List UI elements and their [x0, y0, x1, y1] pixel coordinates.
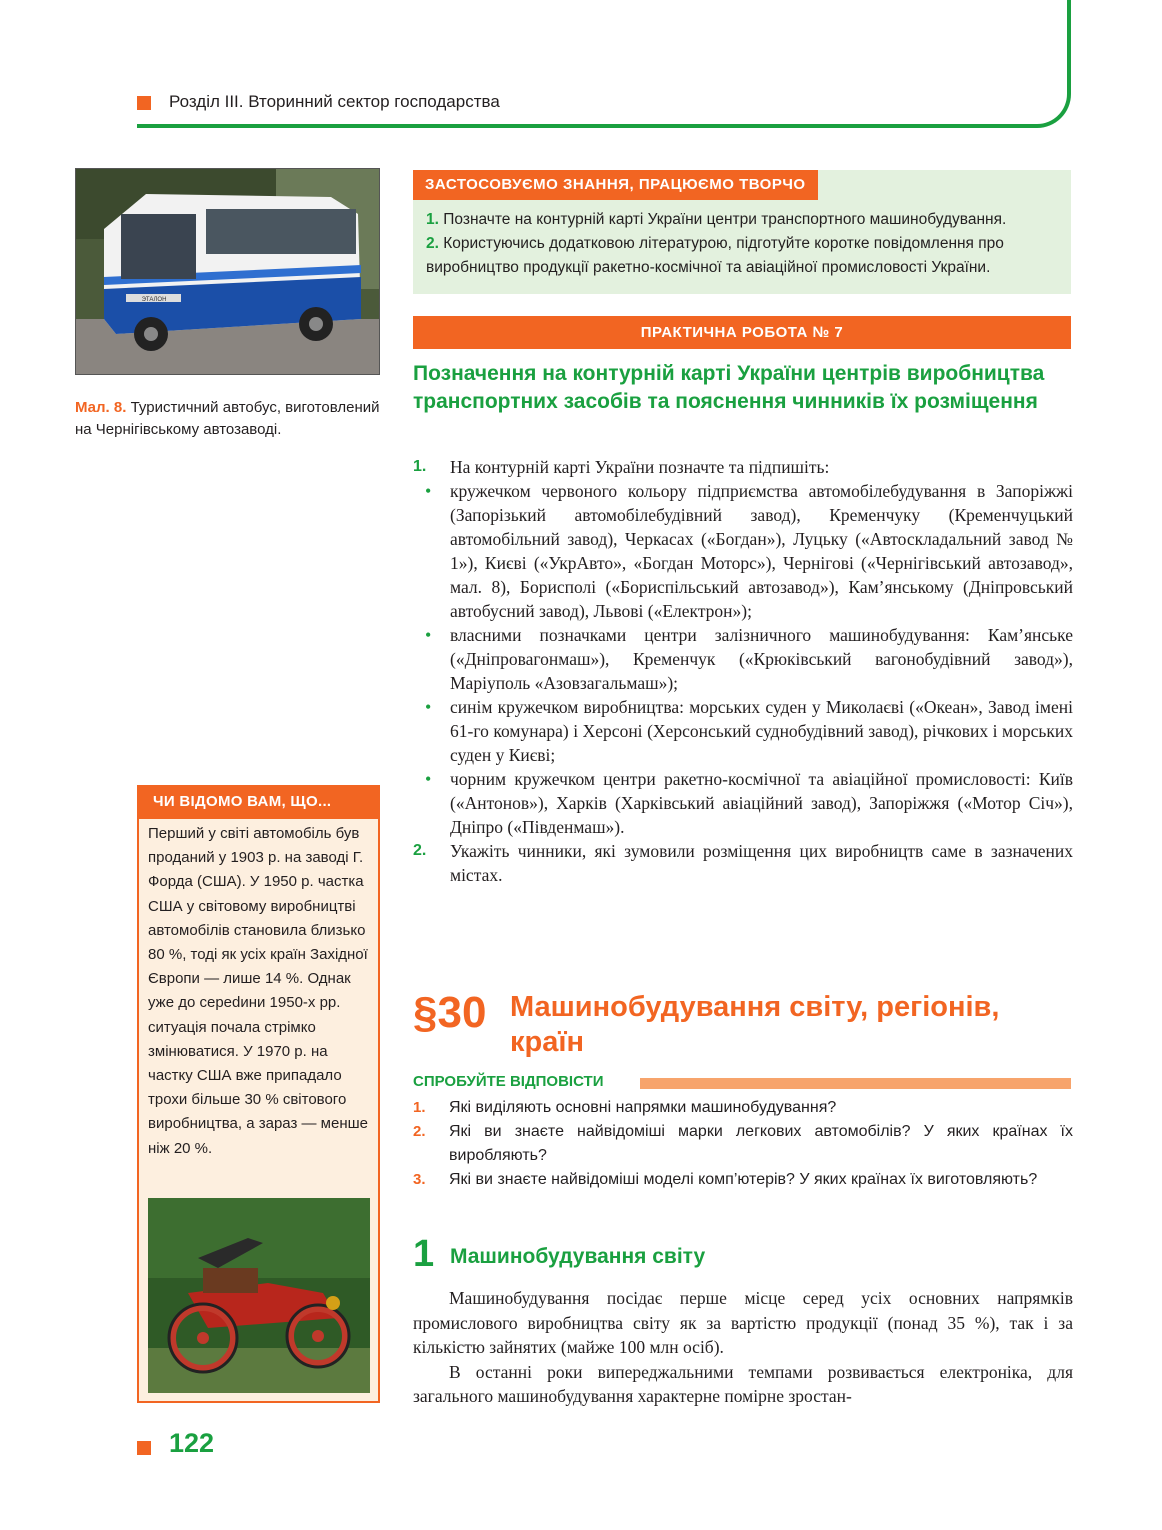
question-text: Які виділяють основні напрямки машинобудування?: [449, 1099, 837, 1116]
practical-work-title: Позначення на контурній карті України центрів виробництва транспортних засобів та пояснення чинників їх розміщення: [413, 362, 1045, 413]
task-text: На контурній карті України позначте та підпишіть:: [450, 457, 830, 477]
section-title: Машинобудування світу, регіонів, країн: [510, 991, 1000, 1058]
task-bullet: [413, 767, 1073, 839]
apply-item-number: 2.: [426, 235, 439, 252]
question-item: [413, 1120, 1073, 1168]
header-marker: [137, 96, 151, 110]
figure-caption: [75, 397, 380, 441]
bullet-text: кружечком червоного кольору підприємства автомобілебудування в Запоріжжі (Запорізький автомобілебудівний завод), Кременчуку (Кременчуцький автомобільний завод), Черкасах («Богдан»), Луцьку («Автоскладальний завод № 1»), Києві («УкрАвто», «Богдан Моторс»), Чернігові («Чернігівський автозавод», мал. 8), Борисполі («Бориспільський автозавод»), Кам’янському (Дніпровський автобусний завод), Львові («Електрон»);: [450, 481, 1073, 621]
apply-item-text: Користуючись додатковою літературою, підготуйте коротке повідомлення про виробництво продукції ракетно-космічної та авіаційної промисловості України.: [426, 235, 1004, 276]
task-item: [413, 455, 1073, 479]
bullet-mark: •: [425, 625, 432, 645]
apply-item-text: Позначте на контурній карті України центри транспортного машинобудування.: [443, 211, 1007, 228]
section-number: §30: [413, 988, 487, 1037]
apply-item: [426, 208, 1066, 232]
paragraph: Машинобудування посідає перше місце серед усіх основних напрямків промислового виробництва світу як за вартістю продукції (понад 35 %), так і за кількістю зайнятих (майже 100 млн осіб).: [413, 1288, 1073, 1357]
apply-item: [426, 232, 1066, 280]
vintage-car-photo: [148, 1198, 370, 1393]
task-bullet: [413, 623, 1073, 695]
page-number: 122: [169, 1428, 215, 1458]
question-item: [413, 1168, 1073, 1192]
try-answer-list: [413, 1096, 1073, 1192]
paragraph: В останні роки випереджальними темпами розвивається електроніка, для загального машинобудування характерне помірне зростан-: [413, 1361, 1073, 1406]
apply-knowledge-list: [426, 208, 1066, 280]
subsection-title: Машинобудування світу: [450, 1245, 706, 1268]
practical-task-list: [413, 455, 1073, 887]
question-item: [413, 1096, 1073, 1120]
bullet-text: чорним кружечком центри ракетно-космічної та авіаційної промисловості: Київ («Антонов»), Харків (Харківський авіаційний завод), Запоріжжя («Мотор Січ»), Дніпро («Південмаш»).: [450, 769, 1073, 837]
bus-logo-text: ЭТАЛОН: [141, 297, 167, 303]
bullet-mark: •: [425, 769, 432, 789]
figure-label: Мал. 8.: [75, 399, 127, 416]
question-text: Які ви знаєте найвідоміші марки легкових автомобілів? У яких країнах їх виробляють?: [449, 1123, 1073, 1164]
did-you-know-text: Перший у світі автомобіль був проданий у 1903 р. на заводі Г. Форда (США). У 1950 р. частка США у світовому виробництві автомобілів становила близько 80 %, тоді як усіх країн Західної Європи — лише 14 %. Однак уже до сереdини 1950-х рр. ситуація почала стрімко змінюватися. У 1970 р. на частку США вже припадало трохи більше 30 % світового виробництва, а зараз — менше ніж 20 %.: [148, 825, 368, 1157]
bullet-mark: •: [425, 697, 432, 717]
figure-caption-text: Туристичний автобус, виготовлений на Чернігівському автозаводі.: [75, 399, 380, 438]
page-marker: [137, 1441, 151, 1455]
bullet-text: власними позначками центри залізничного машинобудування: Кам’янське («Дніпровагонмаш»), Кременчук («Крюківський вагонобудівний завод»), Маріуполь «Азовзагальмаш»);: [450, 625, 1073, 693]
try-answer-label: СПРОБУЙТЕ ВІДПОВІСТИ: [413, 1073, 604, 1090]
question-text: Які ви знаєте найвідоміші моделі комп’ютерів? У яких країнах їх виготовляють?: [449, 1171, 1038, 1188]
task-item: [413, 839, 1073, 887]
bus-photo: [75, 168, 380, 375]
question-number: 1.: [413, 1099, 426, 1116]
practical-work-bar: ПРАКТИЧНА РОБОТА № 7: [413, 316, 1071, 349]
did-you-know-title: ЧИ ВІДОМО ВАМ, ЩО...: [137, 785, 380, 819]
question-number: 3.: [413, 1171, 426, 1188]
task-number: 2.: [413, 842, 427, 859]
apply-knowledge-title: ЗАСТОСОВУЄМО ЗНАННЯ, ПРАЦЮЄМО ТВОРЧО: [413, 170, 818, 200]
body-text: [413, 1286, 1073, 1409]
task-bullet: [413, 479, 1073, 623]
question-number: 2.: [413, 1123, 426, 1140]
apply-item-number: 1.: [426, 211, 439, 228]
bullet-mark: •: [425, 481, 432, 501]
subsection-number: 1: [413, 1233, 435, 1275]
try-answer-bar: [640, 1078, 1071, 1089]
task-bullet: [413, 695, 1073, 767]
task-number: 1.: [413, 458, 427, 475]
bullet-text: синім кружечком виробництва: морських суден у Миколаєві («Океан», Завод імені 61-го комунара) і Херсоні (Херсонський суднобудівний завод), річкових і морських суден у Києві;: [450, 697, 1073, 765]
chapter-title: Розділ III. Вторинний сектор господарства: [169, 92, 500, 111]
task-text: Укажіть чинники, які зумовили розміщення цих виробництв саме в зазначених містах.: [450, 841, 1073, 885]
